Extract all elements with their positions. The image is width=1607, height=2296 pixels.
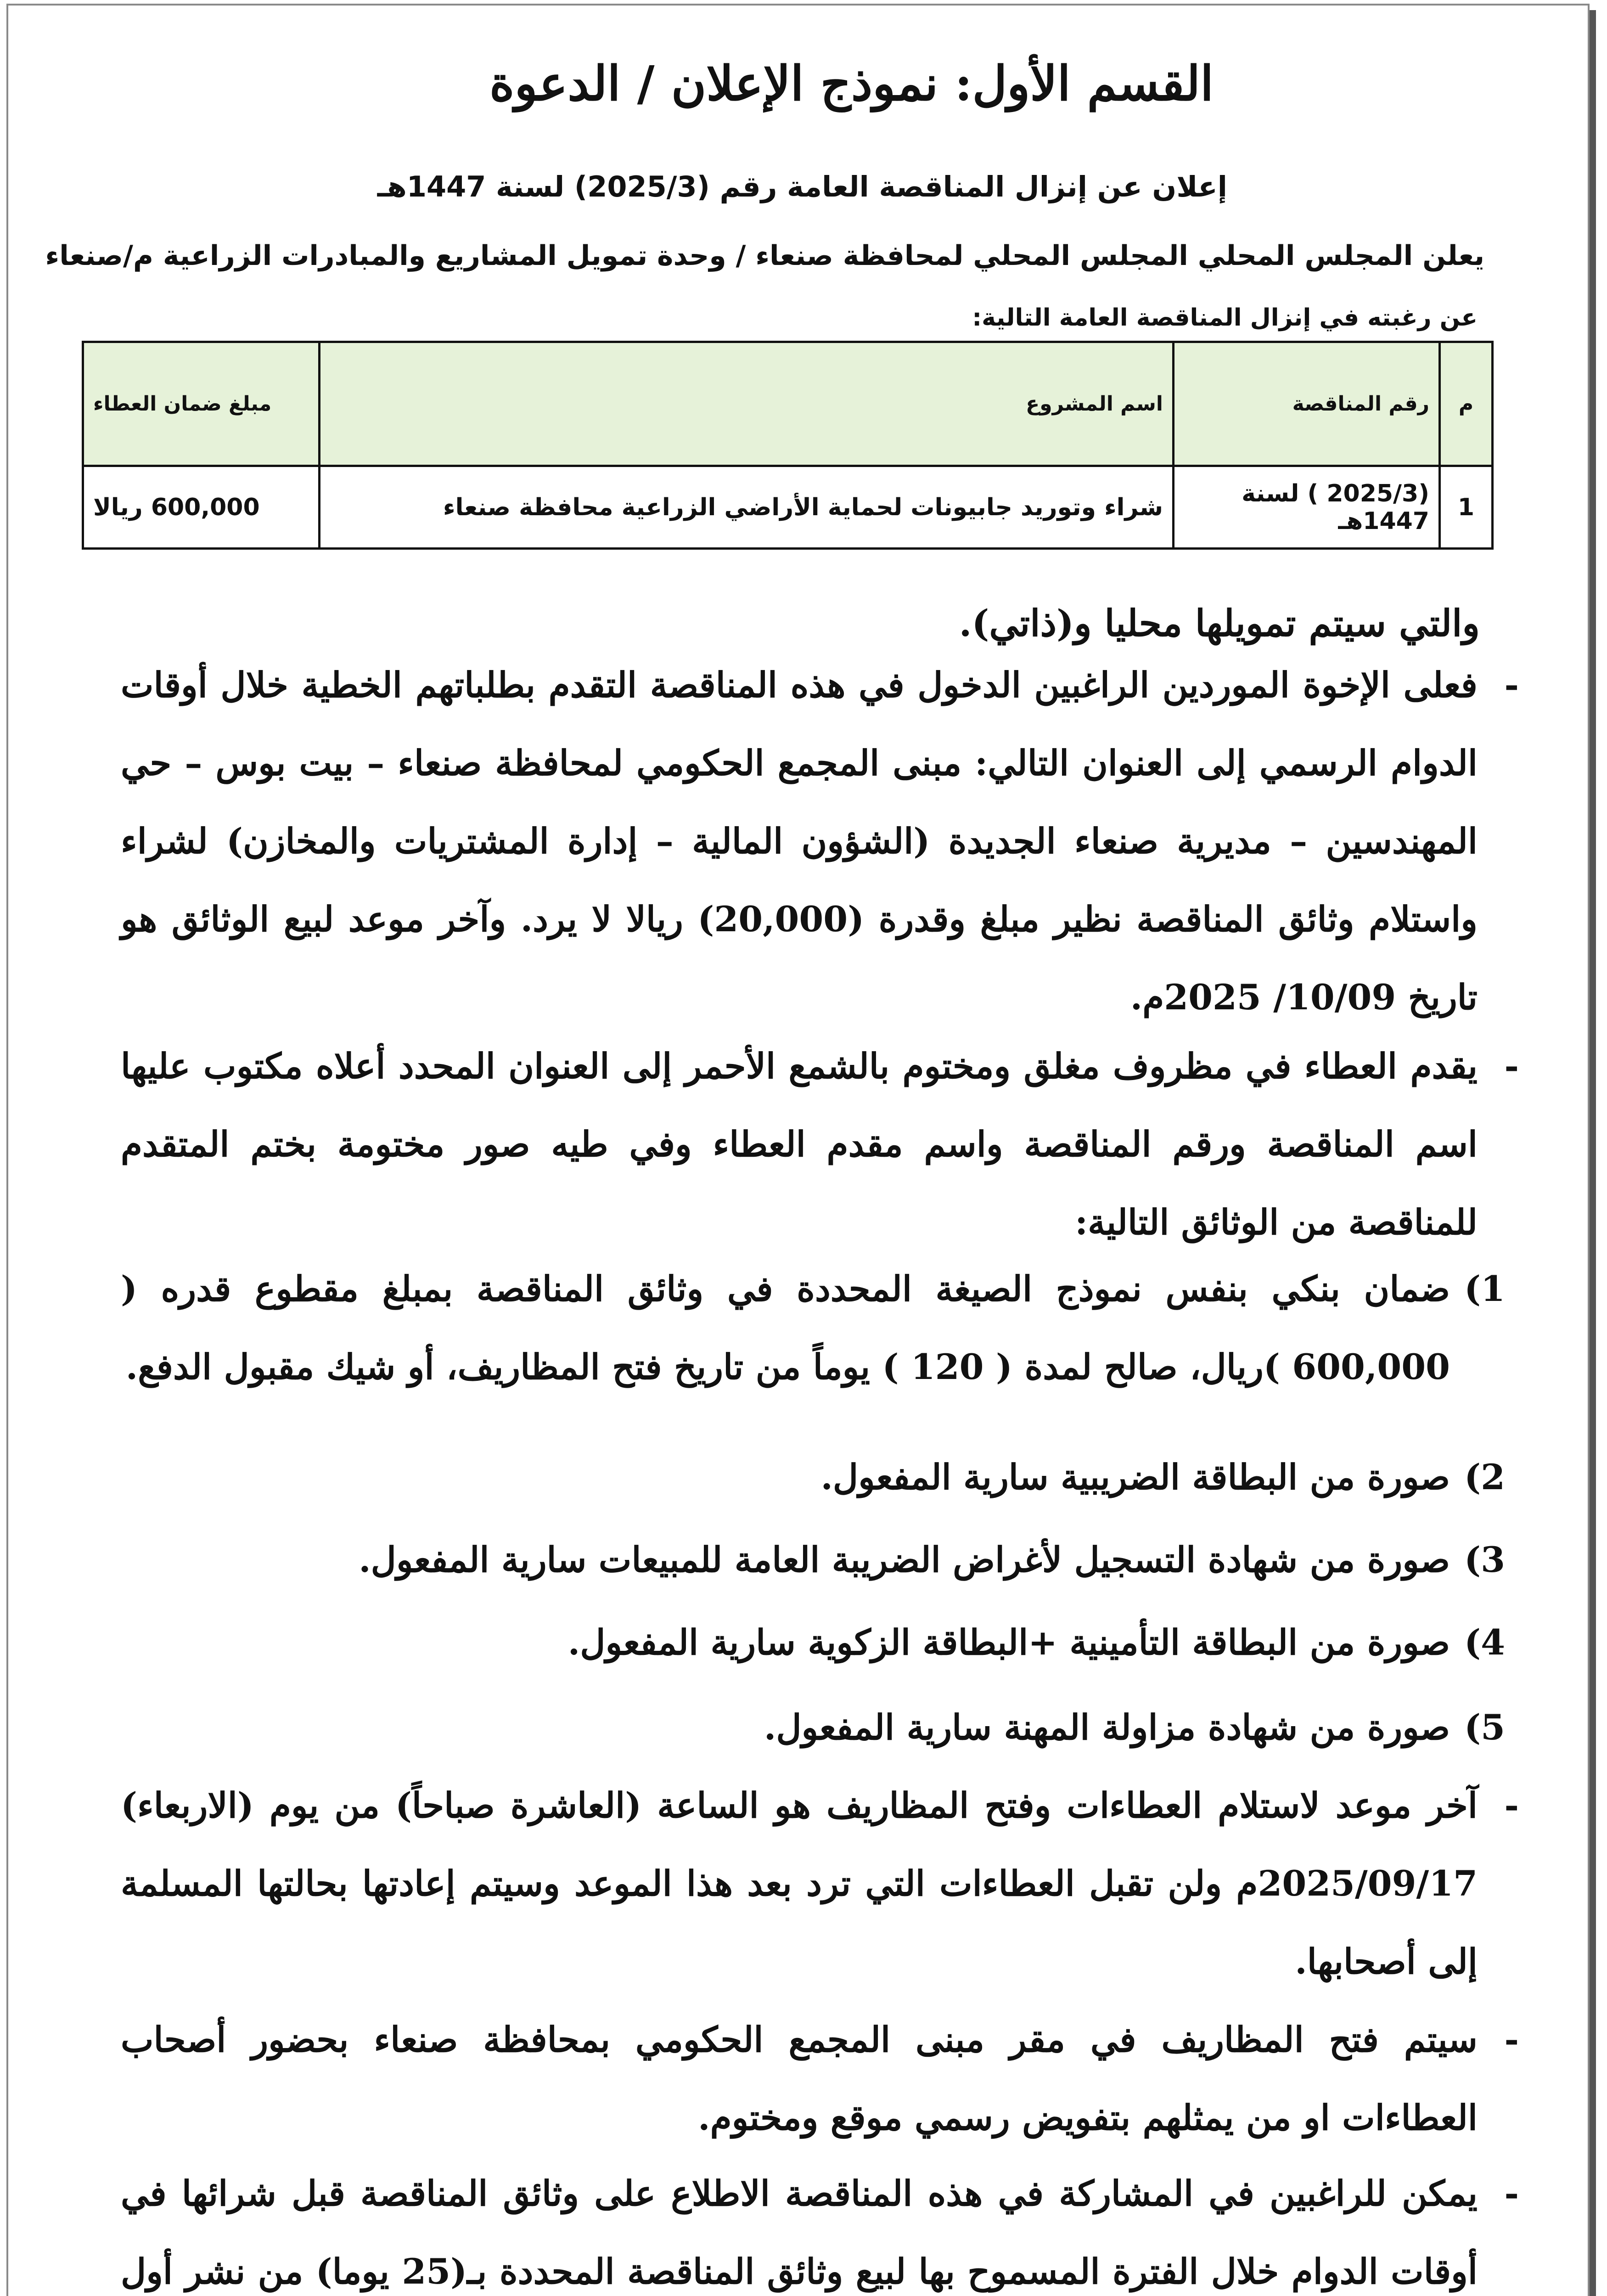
section-title: القسم الأول: نموذج الإعلان / الدعوة <box>489 55 1214 112</box>
paragraph-deadline: آخر موعد لاستلام العطاءات وفتح المظاريف هو الساعة (العاشرة صباحاً) من يوم (الاربعاء) 2025/09/17م ولن تقبل العطاءات التي ترد بعد هذا الموعد وسيتم إعادتها بحالتها المسلمة إلى أصحابها. <box>121 1785 1478 1982</box>
header-num: م <box>1440 342 1493 466</box>
list-item: صورة من البطاقة التأمينية +البطاقة الزكوية سارية المفعول. <box>568 1622 1450 1663</box>
table-row <box>83 466 1493 549</box>
paragraph-opening: سيتم فتح المظاريف في مقر مبنى المجمع الحكومي بمحافظة صنعاء بحضور أصحاب العطاءات او من يمثلهم بتفويض رسمي موقع ومختوم. <box>121 2019 1478 2138</box>
bullet-marker: - <box>1504 1046 1519 1086</box>
paragraph-review-documents: يمكن للراغبين في المشاركة في هذه المناقصة الاطلاع على وثائق المناقصة قبل شرائها في أوقات الدوام خلال الفترة المسموح بها لبيع وثائق المناقصة المحددة بـ(25 يوما) من نشر أول <box>121 2173 1478 2292</box>
list-item: صورة من شهادة مزاولة المهنة سارية المفعول. <box>764 1707 1450 1748</box>
header-guarantee: مبلغ ضمان العطاء <box>83 342 320 466</box>
list-item: صورة من البطاقة الضريبية سارية المفعول. <box>820 1457 1450 1497</box>
bullet-marker: - <box>1504 2173 1519 2214</box>
cell-project: شراء وتوريد جابيونات لحماية الأراضي الزراعية محافظة صنعاء <box>320 466 1174 549</box>
item-number: 2) <box>1464 1457 1505 1497</box>
list-item: صورة من شهادة التسجيل لأغراض الضريبة العامة للمبيعات سارية المفعول. <box>359 1539 1450 1580</box>
document-frame <box>6 4 1590 2296</box>
paragraph-submission: يقدم العطاء في مظروف مغلق ومختوم بالشمع الأحمر إلى العنوان المحدد أعلاه مكتوب عليها اسم المناقصة ورقم المناقصة واسم مقدم العطاء وفي طيه صور مختومة بختم المتقدم للمناقصة من الوثائق التالية: <box>121 1046 1478 1243</box>
cell-guarantee: 600,000 ريالا <box>83 466 320 549</box>
bullet-marker: - <box>1504 664 1519 705</box>
cell-tender-no: (2025/3 ) لسنة 1447هـ <box>1174 466 1440 549</box>
item-number: 5) <box>1464 1707 1505 1748</box>
paragraph-purchase-documents: فعلى الإخوة الموردين الراغبين الدخول في هذه المناقصة التقدم بطلباتهم الخطية خلال أوقات الدوام الرسمي إلى العنوان التالي: مبنى المجمع الحكومي لمحافظة صنعاء – بيت بوس – حي المهندسين – مديرية صنعاء الجديدة (الشؤون المالية – إدارة المشتريات والمخازن) لشراء واستلام وثائق المناقصة نظير مبلغ وقدرة (20,000) ريالا لا يرد. وآخر موعد لبيع الوثائق هو تاريخ 10/09/ 2025م. <box>121 664 1478 1018</box>
list-item: ضمان بنكي بنفس نموذج الصيغة المحددة في وثائق المناقصة بمبلغ مقطوع قدره ( 600,000 )ريال، صالح لمدة ( 120 ) يوماً من تاريخ فتح المظاريف، أو شيك مقبول الدفع. <box>121 1268 1450 1387</box>
bullet-marker: - <box>1504 2019 1519 2060</box>
item-number: 3) <box>1464 1539 1505 1580</box>
intro-line-2: عن رغبته في إنزال المناقصة العامة التالية: <box>972 304 1478 332</box>
tender-table <box>82 341 1494 550</box>
item-number: 1) <box>1464 1268 1505 1309</box>
item-number: 4) <box>1464 1622 1505 1663</box>
cell-num: 1 <box>1440 466 1493 549</box>
funding-note: والتي سيتم تمويلها محليا و(ذاتي). <box>959 602 1480 645</box>
announcement-heading: إعلان عن إنزال المناقصة العامة رقم (2025/3) لسنة 1447هـ <box>377 170 1227 203</box>
header-tender-no: رقم المناقصة <box>1174 342 1440 466</box>
bullet-marker: - <box>1504 1785 1519 1826</box>
header-project: اسم المشروع <box>320 342 1174 466</box>
intro-line-1: يعلن المجلس المحلي المجلس المحلي لمحافظة صنعاء / وحدة تمويل المشاريع والمبادرات الزراعية م/صنعاء <box>45 240 1484 272</box>
tender-table-header-row <box>83 342 1493 466</box>
